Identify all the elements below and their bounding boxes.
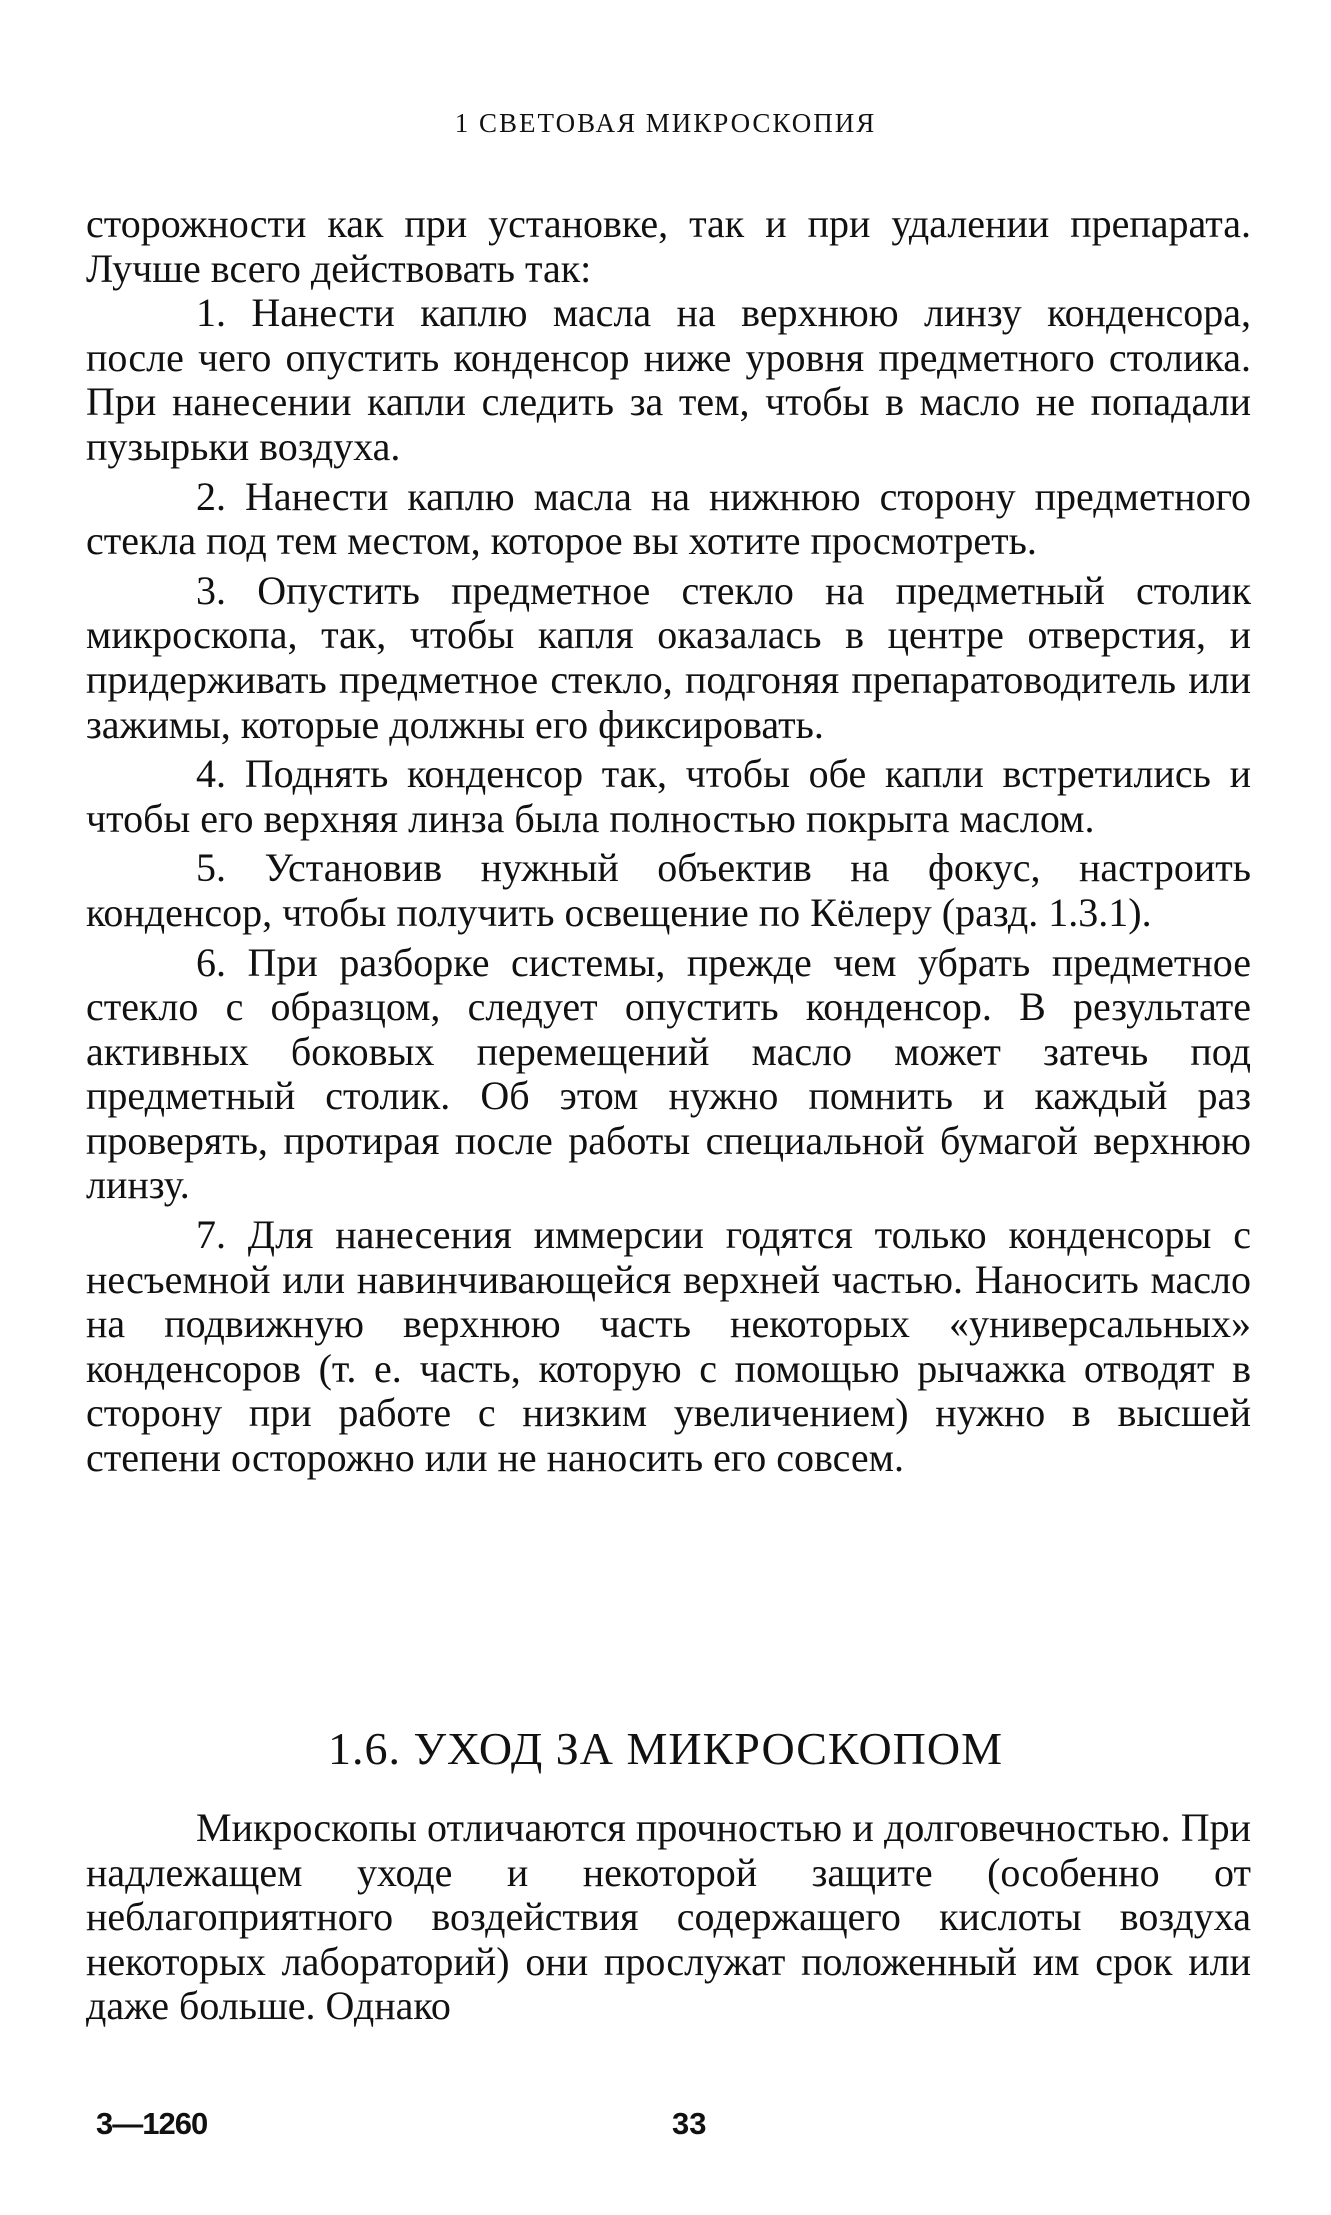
step-5: 5. Установив нужный объектив на фокус, настроить конденсор, чтобы получить освещение по Кёлеру (разд. 1.3.1). (86, 845, 1251, 935)
main-text (86, 202, 1251, 1481)
step-3: 3. Опустить предметное стекло на предметный столик микроскопа, так, чтобы капля оказалась в центре отверстия, и придерживать предметное стекло, подгоняя препаратоводитель или зажимы, которые должны его фиксировать. (86, 567, 1251, 747)
step-6: 6. При разборке системы, прежде чем убрать предметное стекло с образцом, следует опустить конденсор. В результате активных боковых перемещений масло может затечь под предметный столик. Об этом нужно помнить и каждый раз проверять, протирая после работы специальной бумагой верхнюю линзу. (86, 939, 1251, 1208)
step-1: 1. Нанести каплю масла на верхнюю линзу конденсора, после чего опустить конденсор ниже уровня предметного столика. При нанесении капли следить за тем, чтобы в масло не попадали пузырьки воздуха. (86, 290, 1251, 469)
running-header: 1 СВЕТОВАЯ МИКРОСКОПИЯ (454, 108, 877, 138)
step-2: 2. Нанести каплю масла на нижнюю сторону предметного стекла под тем местом, которое вы хотите просмотреть. (86, 473, 1251, 564)
intro-paragraph: сторожности как при установке, так и при удалении препарата. Лучше всего действовать так: (86, 201, 1251, 291)
section-text (86, 1806, 1251, 2029)
section-paragraph: Микроскопы отличаются прочностью и долговечностью. При надлежащем уходе и некоторой защите (особенно от неблагоприятного воздействия содержащего кислоты воздуха некоторых лабораторий) они прослужат положенный им срок или даже больше. Однако (86, 1805, 1251, 2029)
page-number: 33 (672, 2106, 707, 2141)
section-title: 1.6. УХОД ЗА МИКРОСКОПОМ (327, 1723, 1004, 1774)
step-4: 4. Поднять конденсор так, чтобы обе капли встретились и чтобы его верхняя линза была полностью покрыта маслом. (86, 751, 1251, 841)
step-7: 7. Для нанесения иммерсии годятся только конденсоры с несъемной или навинчивающейся верхней частью. Наносить масло на подвижную верхнюю часть некоторых «универсальных» конденсоров (т. е. часть, которую с помощью рычажка отводят в сторону при работе с низким увеличением) нужно в высшей степени осторожно или не наносить его совсем. (86, 1212, 1251, 1481)
footer-signature: 3—1260 (96, 2106, 208, 2141)
